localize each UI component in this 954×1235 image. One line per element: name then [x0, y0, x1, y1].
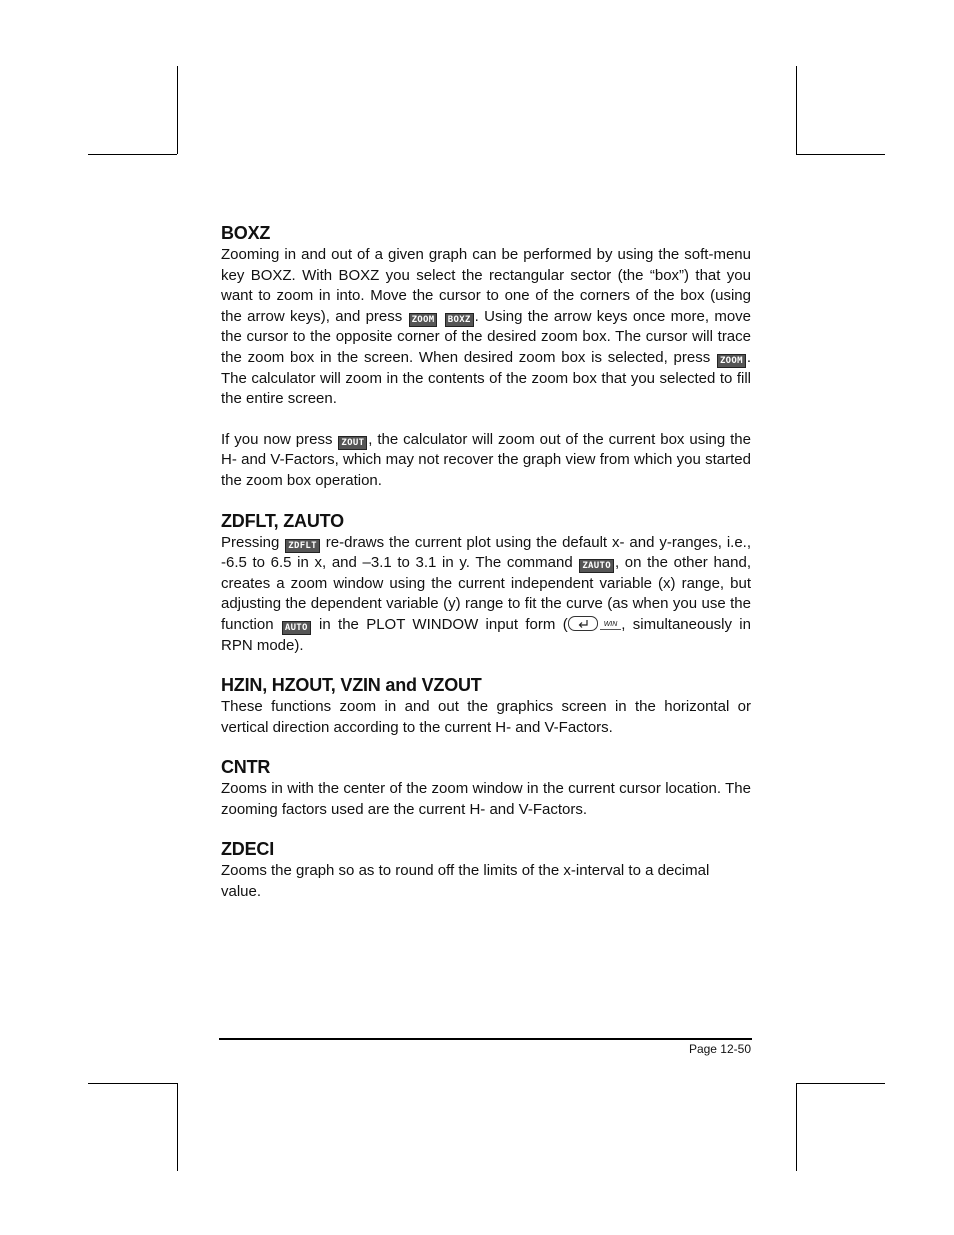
softkey-zoom: ZOOM — [409, 313, 438, 327]
softkey-zoom: ZOOM — [717, 354, 746, 368]
text: Zooming in and out of a given graph can be performed by using the soft-menu key BOXZ. With BOXZ you select the rectangular sector (the “box”) that you want to zoom in into. Move the cursor to one of the corners of the box (using the arrow keys), and press — [221, 246, 751, 325]
page-content — [221, 222, 751, 903]
paragraph-hzin: These functions zoom in and out the graphics screen in the horizontal or vertical direction according to the current H- and V-Factors. — [221, 698, 751, 736]
text: , on the other hand, creates a zoom window using the current independent variable (x) range, but adjusting the dependent variable (y) range to fit the curve (as when you use the function — [221, 554, 751, 633]
text: If you now press — [221, 430, 338, 448]
page-number: Page 12-50 — [688, 1042, 751, 1056]
paragraph-zdeci: Zooms the graph so as to round off the limits of the x-interval to a decimal value. — [221, 862, 710, 901]
softkey-zout: ZOUT — [338, 436, 367, 450]
crop-mark-top-right-horizontal — [796, 154, 885, 155]
heading-hzin: HZIN, HZOUT, VZIN and VZOUT — [221, 675, 482, 696]
text: . The calculator will zoom in the contents of the zoom box that you selected to fill the entire screen. — [221, 348, 751, 408]
text: . Using the arrow keys once more, move the cursor to the opposite corner of the desired zoom box. The cursor will trace the zoom box in the screen. When desired zoom box is selected, press — [221, 307, 751, 366]
paragraph-zdflt — [221, 533, 751, 657]
paragraph-boxz-2 — [221, 430, 751, 492]
section-boxz — [221, 222, 751, 492]
crop-mark-bottom-left-vertical — [177, 1083, 178, 1171]
crop-mark-top-left-vertical — [177, 66, 178, 154]
text: , the calculator will zoom out of the current box using the H- and V-Factors, which may not recover the graph view from which you started the zoom box operation. — [221, 430, 751, 489]
crop-mark-bottom-right-horizontal — [796, 1083, 885, 1084]
heading-zdeci: ZDECI — [221, 839, 275, 860]
softkey-boxz: BOXZ — [445, 313, 474, 327]
text: Pressing — [221, 533, 285, 551]
left-shift-key-icon — [568, 616, 598, 631]
section-zdeci — [221, 838, 751, 902]
crop-mark-bottom-left-horizontal — [88, 1083, 177, 1084]
heading-cntr: CNTR — [221, 757, 271, 778]
crop-mark-bottom-right-vertical — [796, 1083, 797, 1171]
footer-rule — [219, 1038, 752, 1040]
softkey-zauto: ZAUTO — [579, 559, 614, 573]
paragraph-cntr: Zooms in with the center of the zoom window in the current cursor location. The zooming factors used are the current H- and V-Factors. — [221, 780, 751, 818]
heading-boxz: BOXZ — [221, 223, 271, 243]
crop-mark-top-right-vertical — [796, 66, 797, 154]
crop-mark-top-left-horizontal — [88, 154, 177, 155]
section-cntr — [221, 756, 751, 820]
heading-zdflt-zauto: ZDFLT, ZAUTO — [221, 510, 344, 531]
softkey-zdflt: ZDFLT — [285, 539, 320, 553]
text: re-draws the current plot using the default x- and y-ranges, i.e., -6.5 to 6.5 in x, and –3.1 to 3.1 in y. The command — [221, 533, 751, 572]
text: , simultaneously in RPN mode). — [221, 615, 751, 654]
text: in the PLOT WINDOW input form ( — [311, 615, 568, 633]
win-key-label: WIN — [600, 620, 622, 630]
softkey-auto: AUTO — [282, 621, 311, 635]
section-hzin — [221, 674, 751, 738]
section-zdflt-zauto — [221, 510, 751, 657]
paragraph-boxz-1 — [221, 245, 751, 410]
